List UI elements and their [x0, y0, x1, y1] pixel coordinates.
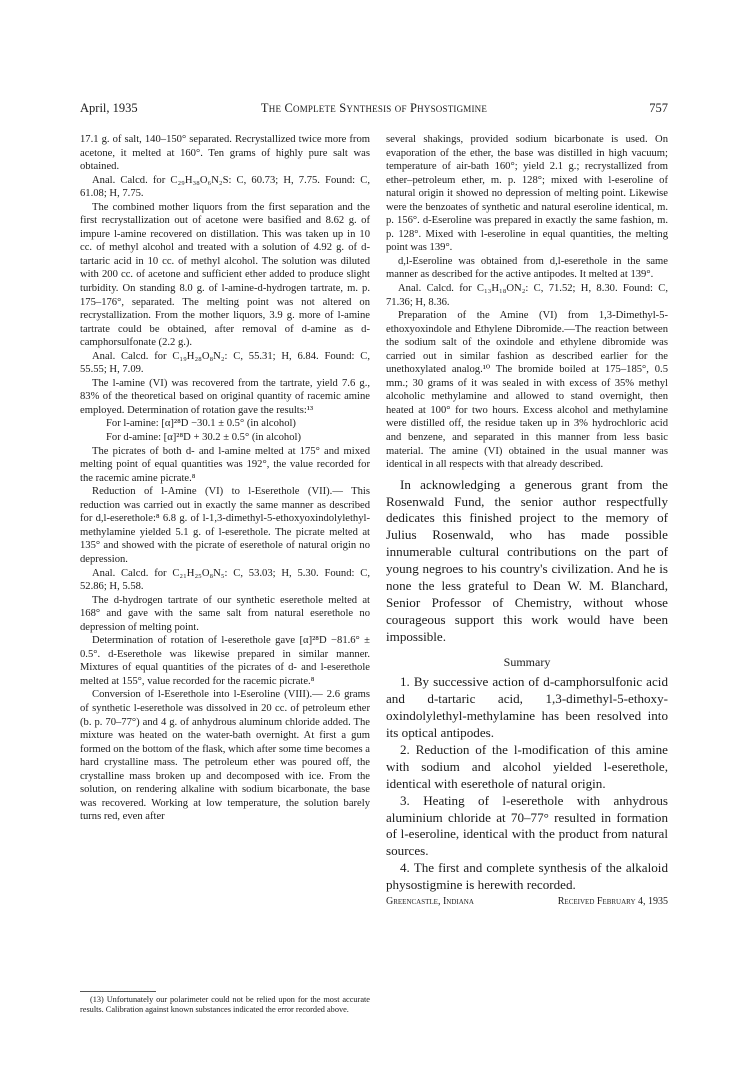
running-header [80, 101, 668, 117]
signature-received: Received February 4, 1935 [557, 896, 668, 908]
page-number: 757 [649, 101, 668, 115]
analysis-line: Anal. Calcd. for C₂₉H₃₈O₆N₂S: C, 60.73; H, 7.75. Found: C, 61.08; H, 7.75. [80, 174, 370, 200]
analysis-line: Anal. Calcd. for C₁₃H₁₈ON₂: C, 71.52; H, 8.30. Found: C, 71.36; H, 8.36. [386, 283, 668, 308]
footnote: (13) Unfortunately our polarimeter could not be relied upon for the most accurate results. Calibration against known substances indicated the error recorded above. [80, 995, 370, 1014]
rotation-l-amine: For l-amine: [α]²⁸D −30.1 ± 0.5° (in alcohol) [106, 418, 296, 430]
paragraph: The d-hydrogen tartrate of our synthetic eserethole melted at 168° and gave with the same salt from natural eserethole no depression of melting point. [80, 594, 370, 633]
section-conversion: Conversion of l-Eserethole into l-Eseroline (VIII).— 2.6 grams of synthetic l-eserethole was dissolved in 20 cc. of petroleum ether (b. p. 70–77°) and 4 g. of anhydrous aluminum chloride added. The mixture was heated on the water-bath overnight. At first a gum formed on the bottom of the flask, which after some time becomes a hard crystalline mass. The petroleum ether was poured off, the crystalline mass broken up and decomposed with ice. From the solution, on rendering alkaline with sodium bicarbonate, the base was recovered. Working at low temperature, the solution barely turns red, even after [80, 689, 370, 823]
header-date: April, 1935 [80, 101, 138, 115]
acknowledgment: In acknowledging a generous grant from the Rosenwald Fund, the senior author respectfully dedicates this finished project to the memory of Julius Rosenwald, who has made possible innumerable cultural contributions on the part of young negroes to his country's civilization. And he is none the less grateful to Dean W. M. Blanchard, Senior Professor of Chemistry, without whose courageous support this work would have been impossible. [386, 476, 668, 644]
right-column [386, 133, 668, 909]
rotation-d-amine: For d-amine: [α]²⁸D + 30.2 ± 0.5° (in alcohol) [106, 432, 301, 444]
signature [386, 895, 668, 909]
paragraph: d,l-Eseroline was obtained from d,l-eserethole in the same manner as described for the active antipodes. It melted at 139°. [386, 255, 668, 281]
paragraph: 17.1 g. of salt, 140–150° separated. Recrystallized twice more from acetone, it melted at 160°. Ten grams of highly pure salt was obtained. [80, 134, 370, 173]
summary-heading: Summary [503, 654, 551, 669]
summary-item: 2. Reduction of the l-modification of this amine with sodium and alcohol yielded l-eserethole, identical with eserethole of natural origin. [386, 741, 668, 791]
summary-item: 1. By successive action of d-camphorsulfonic acid and d-tartaric acid, 1,3-dimethyl-5-ethoxy-oxindolylethyl-methylamine has been resolved into its optical antipodes. [386, 674, 668, 740]
footnote-rule [80, 991, 156, 992]
paragraph: The picrates of both d- and l-amine melted at 175° and mixed melting point of equal quantities was 192°, the value recorded for the racemic amine picrate.⁸ [80, 445, 370, 484]
paragraph: The l-amine (VI) was recovered from the tartrate, yield 7.6 g., 83% of the theoretical based on original quantity of racemic amine employed. Determination of rotation gave the results:¹³ [80, 377, 370, 416]
section-reduction: Reduction of l-Amine (VI) to l-Eserethole (VII).— This reduction was carried out in exactly the same manner as described for d,l-eserethole:⁸ 6.8 g. of l-1,3-dimethyl-5-ethoxyoxindolylethyl-methylamine yielded 5.1 g. of l-eserethole. The picrate melted at 135° and showed with the picrate of eserethole of natural origin no depression. [80, 486, 370, 565]
left-column [80, 133, 370, 824]
summary-item: 4. The first and complete synthesis of the alkaloid physostigmine is herewith recorded. [386, 860, 668, 893]
analysis-line: Anal. Calcd. for C₂₁H₂₅O₈N₅: C, 53.03; H, 5.30. Found: C, 52.86; H, 5.58. [80, 567, 370, 593]
paragraph: Determination of rotation of l-eserethole gave [α]²⁸D −81.6° ± 0.5°. d-Eserethole was likewise prepared in similar manner. Mixtures of equal quantities of the picrates of d- and l-eserethole melted at 155°, value recorded for the racemic picrate.⁸ [80, 635, 370, 687]
section-preparation: Preparation of the Amine (VI) from 1,3-Dimethyl-5-ethoxyoxindole and Ethylene Dibromide.—The reaction between the sodium salt of the oxindole and ethylene dibromide was carried out in similar fashion as described earlier for the unethoxylated analog.¹⁰ The bromide boiled at 175–185°, 0.5 mm.; 30 grams of it was sealed in with excess of 35% methyl alcoholic methylamine and allowed to stand overnight, then heated at 100° for two hours. Excess alcohol and methylamine were distilled off, the residue taken up in 3% hydrochloric acid and benzene, and separated in this manner from less basic material. The amine (VI) obtained in the usual manner was identical in all respects with that already described. [386, 310, 668, 471]
signature-place: Greencastle, Indiana [386, 896, 474, 908]
header-title: The Complete Synthesis of Physostigmine [260, 101, 488, 115]
paragraph: several shakings, provided sodium bicarbonate is used. On evaporation of the ether, the base was distilled in high vacuum; temperature of air-bath 160°; yield 2.1 g.; recrystallized from ether–petroleum ether, m. p. 128°; mixed with l-eseroline of natural origin it showed no depression of melting point. Likewise were the benzoates of synthetic and natural eseroline identical, m. p. 156°. d-Eseroline was prepared in exactly the same fashion, m. p. 128°. Mixed with l-eseroline in equal quantities, the melting point was 139°. [386, 134, 668, 254]
summary-item: 3. Heating of l-eserethole with anhydrous aluminium chloride at 70–77° resulted in formation of l-eseroline, identical with the product from natural sources. [386, 792, 668, 859]
paragraph: The combined mother liquors from the first separation and the first recrystallization out of acetone were basified and 8.62 g. of impure l-amine recovered on distillation. This was taken up in 10 cc. of methyl alcohol and treated with a solution of 4.92 g. of d-tartaric acid in 10 cc. of methyl alcohol. The solution was diluted with 200 cc. of acetone and sufficient ether added to produce slight turbidity. On standing 8.0 g. of l-amine-d-hydrogen tartrate, m. p. 175–176°, separated. The melting point was not altered on recrystallization. From the mother liquors, 3.9 g. more of l-amine tartrate could be obtained, after removal of d-amine as d-camphorsulfonate (2.2 g.). [80, 201, 370, 349]
analysis-line: Anal. Calcd. for C₁₉H₂₈O₈N₂: C, 55.31; H, 6.84. Found: C, 55.55; H, 7.09. [80, 350, 370, 376]
